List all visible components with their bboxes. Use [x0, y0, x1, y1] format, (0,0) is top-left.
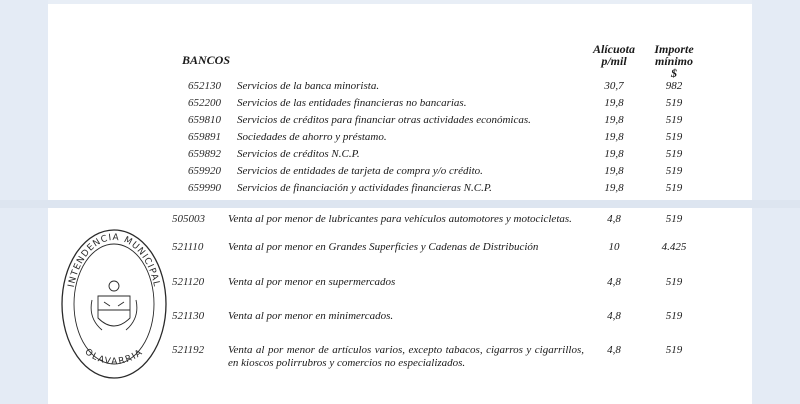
- minimum-value: 519: [665, 148, 683, 160]
- minimum-column-header: Importe mínimo $: [654, 42, 694, 80]
- activity-code: 659892: [188, 148, 221, 160]
- rate-value: 19,8: [604, 165, 624, 177]
- rate-value: 19,8: [604, 148, 624, 160]
- minimum-value: 519: [665, 344, 683, 356]
- activity-description: Servicios de la banca minorista.: [237, 80, 380, 92]
- activity-description: Servicios de las entidades financieras no bancarias.: [237, 97, 467, 109]
- page-separator: [0, 200, 800, 208]
- activity-description: Venta al por menor de lubricantes para vehículos automotores y motocicletas.: [228, 213, 572, 225]
- activity-code: 521120: [172, 276, 205, 288]
- minimum-value: 519: [665, 213, 683, 225]
- activity-description: Servicios de financiación y actividades financieras N.C.P.: [237, 182, 492, 194]
- seal-bottom-text: OLAVARRIA: [82, 347, 146, 368]
- activity-description: Servicios de entidades de tarjeta de compra y/o crédito.: [237, 165, 483, 177]
- rate-value: 19,8: [604, 131, 624, 143]
- activity-code: 659891: [188, 131, 221, 143]
- table-row: [0, 182, 800, 199]
- rate-value: 30,7: [604, 80, 624, 92]
- minimum-value: 519: [665, 310, 683, 322]
- activity-code: 659920: [188, 165, 221, 177]
- rate-value: 19,8: [604, 97, 624, 109]
- minimum-value: 519: [665, 114, 683, 126]
- activity-code: 521130: [172, 310, 205, 322]
- coat-of-arms-icon: [91, 281, 137, 330]
- rate-column-header: Alícuota p/mil: [592, 42, 635, 68]
- table-row: [0, 131, 800, 148]
- rate-value: 4,8: [607, 276, 621, 288]
- table-row: [0, 80, 800, 97]
- minimum-value: 519: [665, 276, 683, 288]
- activity-description: Servicios de créditos N.C.P.: [237, 148, 360, 160]
- municipal-seal-stamp: [58, 222, 170, 380]
- seal-outer-ring: [62, 230, 166, 378]
- minimum-value: 519: [665, 182, 683, 194]
- rate-value: 4,8: [607, 310, 621, 322]
- activity-code: 652200: [188, 97, 221, 109]
- activity-description: Venta al por menor en minimercados.: [228, 310, 394, 322]
- activity-description: Venta al por menor en supermercados: [228, 276, 396, 288]
- minimum-value: 4.425: [661, 241, 687, 253]
- minimum-value: 519: [665, 131, 683, 143]
- table-row: [0, 148, 800, 165]
- seal-top-text: INTENDENCIA MUNICIPAL: [66, 232, 162, 289]
- minimum-value: 982: [665, 80, 683, 92]
- activity-code: 659810: [188, 114, 221, 126]
- activity-description: Servicios de créditos para financiar otras actividades económicas.: [237, 114, 531, 126]
- rate-value: 10: [608, 241, 620, 253]
- minimum-value: 519: [665, 165, 683, 177]
- section-heading: BANCOS: [182, 53, 231, 67]
- activity-code: 659990: [188, 182, 221, 194]
- activity-code: 521110: [172, 241, 204, 253]
- activity-code: 652130: [188, 80, 221, 92]
- minimum-value: 519: [665, 97, 683, 109]
- rate-value: 19,8: [604, 182, 624, 194]
- activity-code: 505003: [172, 213, 205, 225]
- rate-value: 4,8: [607, 213, 621, 225]
- activity-description: Venta al por menor en Grandes Superficies y Cadenas de Distribución: [228, 241, 539, 253]
- table-row: [0, 97, 800, 114]
- table-row: [0, 114, 800, 131]
- rate-value: 4,8: [607, 344, 621, 356]
- activity-description: Venta al por menor de artículos varios, excepto tabacos, cigarros y cigarrillos, en kioscos polirrubros y comercios no especializados.: [228, 344, 584, 369]
- activity-code: 521192: [172, 344, 205, 356]
- rate-value: 19,8: [604, 114, 624, 126]
- table-row: [0, 165, 800, 182]
- activity-description: Sociedades de ahorro y préstamo.: [237, 131, 387, 143]
